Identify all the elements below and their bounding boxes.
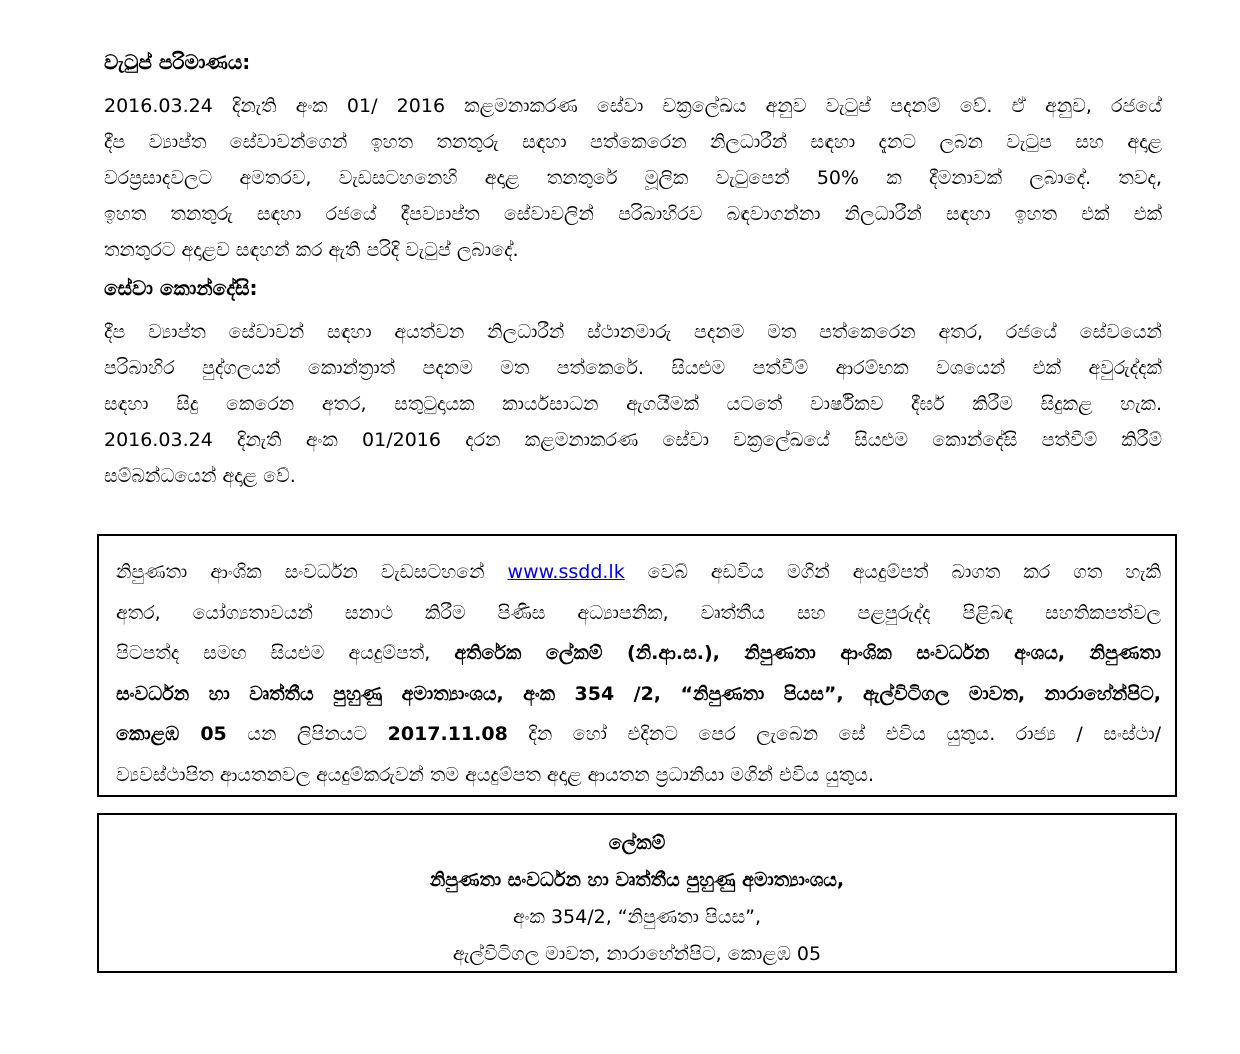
notice-text: යන ලිපිනයට [226,723,388,745]
notice-text: වෙබ් අඩවිය මගින් අයදුම්පත් බාගත කර ගත හැකි [624,561,1161,583]
service-conditions-paragraph [104,314,1162,494]
address-title: ලේකම් [608,832,666,854]
paragraph-line: 2016.03.24 දිනැති අංක 01/2016 දරන කළමනාකරණ සේවා චක්‍රලේඛයේ සියළුම කොන්දේසි පත්වීම් කිරීම් [104,429,1162,451]
notice-text: නිපුණතා ආංශික සංවර්ධන වැඩසටහනේ [116,561,508,583]
paragraph-line: තනතුරට අදාළව සඳහන් කර ඇති පරිදි වැටුප් ලබාදේ. [104,239,519,261]
address-ministry: නිපුණතා සංවර්ධන හා වෘත්තීය පුහුණු අමාත්‍යාංශය, [429,869,845,891]
paragraph-line: පරිබාහිර පුද්ගලයන් කොන්ත්‍රාත් පදනම මත පත්කෙරේ. සියළුම පත්වීම් ආරම්භක වශයෙන් එක් අවුරුද්දක් [104,357,1162,379]
salary-scale-paragraph [104,88,1162,268]
address-city: ඇල්විටිගල මාවත, නාරාහේන්පිට, කොළඹ 05 [452,943,822,965]
notice-text: පිටපත්ද සමඟ සියළුම අයදුම්පත්, [116,642,455,664]
notice-line: ව්‍යවස්ථාපිත ආයතනවල අයදුම්කරුවන් තම අයදුම්පත අදාළ ආයතන ප්‍රධානියා මගින් එවිය යුතුය. [116,763,874,786]
paragraph-line: දීප ව්‍යාප්ත සේවාවන් සඳහා අයත්වන නිලධාරීන් ස්ථානමාරු පදනම මත පත්කෙරෙන අතර, රජයේ සේවයෙන් [104,321,1162,343]
paragraph-line: ඉහත තනතුරු සඳහා රජයේ දීපව්‍යාප්ත සේවාවලින් පරිබාහිරව බඳවාගන්නා නිලධාරීන් සඳහා ඉහත එක් එක් [104,203,1162,225]
paragraph-line: වරප්‍රසාදවලට අමතරව, වැඩසටහනෙහි අදාළ තනතුරේ මූලික වැටුපෙන් 50% ක දීමනාවක් ලබාදේ. තවද, [104,167,1162,189]
address-street: අංක 354/2, “නිපුණතා පියස”, [512,906,762,928]
notice-bold-text: ඇල්විටිගල මාවත, නාරාහේන්පිට, [863,682,1161,705]
salary-scale-heading: වැටුප් පරිමාණය: [104,50,251,74]
notice-line [116,633,1161,674]
service-conditions-heading: සේවා කොන්දේසි: [104,276,258,300]
website-link[interactable]: www.ssdd.lk [507,561,625,583]
paragraph-line: සම්බන්ධයෙන් අදාළ වේ. [104,465,296,487]
notice-text: දින හෝ එදිනට පෙර ලැබෙන සේ එවිය යුතුය. රාජ්‍ය / සංස්ථා/ [507,723,1161,745]
application-notice-box [97,534,1177,797]
notice-bold-text: කොළඹ 05 [116,723,227,745]
deadline-date: 2017.11.08 [387,723,508,745]
notice-line [116,674,1161,715]
notice-line [116,714,1161,755]
paragraph-line: දීප ව්‍යාප්ත සේවාවන්ගෙන් ඉහත තනතුරු සඳහා පත්කෙරෙන නිලධාරීන් සඳහා දැනට ලබන වැටුප සහ අදාළ [104,131,1162,153]
notice-bold-text: අතිරේක ලේකම් (නි.ආ.ස.), නිපුණතා ආංශික සංවර්ධන අංශය, නිපුණතා [454,642,1161,664]
notice-line: අතර, යෝග්‍යතාවයන් සනාථ කිරීම පිණිස අධ්‍යාපනික, වෘත්තීය සහ පළපුරුද්ද පිළිබඳ සහතිකපත්වල [116,601,1161,624]
notice-line [116,552,1161,593]
secretary-address-box [97,813,1177,973]
notice-bold-text: සංවර්ධන හා වෘත්තීය පුහුණු අමාත්‍යාංශය, අංක 354 /2, “නිපුණතා පියස”, [116,682,864,705]
paragraph-line: සඳහා සිදු කෙරෙන අතර, සතුටුදායක කාර්යසාධන ඇගයීමක් යටතේ වාර්ෂිකව දීර්ඝ කිරීම සිදුකළ හැක. [104,393,1162,415]
paragraph-line: 2016.03.24 දිනැති අංක 01/ 2016 කළමනාකරණ සේවා චක්‍රලේඛය අනුව වැටුප් පදනම් වේ. ඒ අනුව, රජයේ [104,95,1162,117]
